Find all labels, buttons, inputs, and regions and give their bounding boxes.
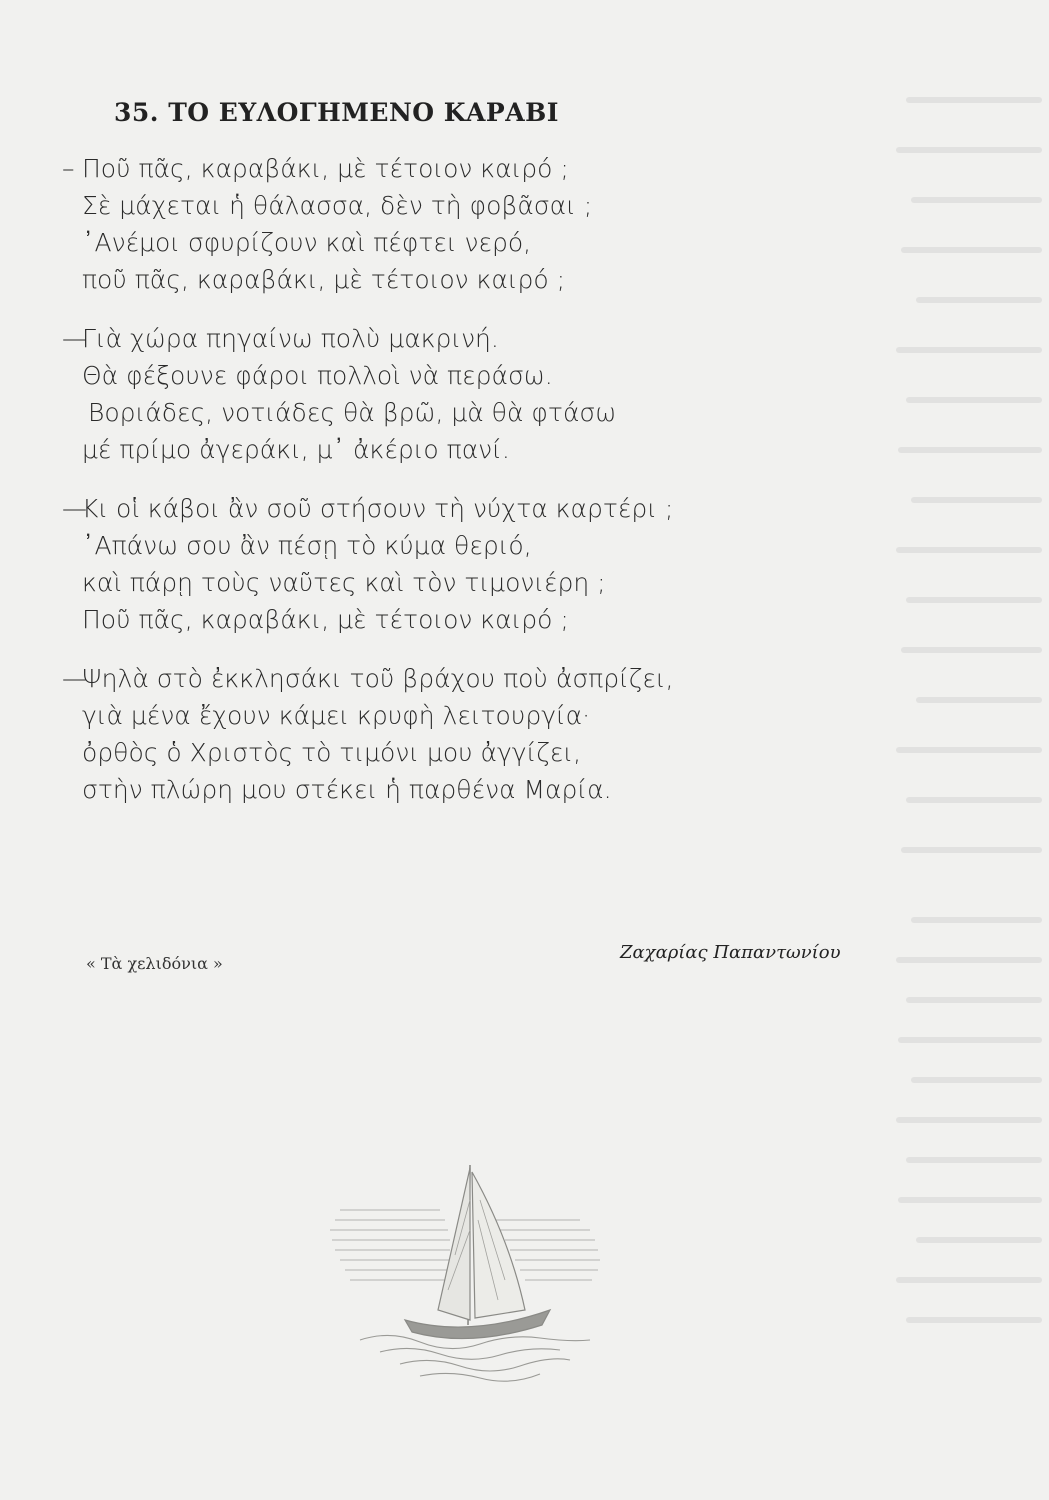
sailboat-illustration bbox=[320, 1160, 620, 1390]
line-text: Ποῦ πᾶς, καραβάκι, μὲ τέτοιον καιρό ; bbox=[82, 605, 569, 634]
poem-line bbox=[62, 734, 942, 771]
line-text: Βοριάδες, νοτιάδες θὰ βρῶ, μὰ θὰ φτάσω bbox=[88, 398, 617, 427]
stanza bbox=[62, 320, 942, 468]
poem-line bbox=[62, 527, 942, 564]
line-text: Ψηλὰ στὸ ἐκκλησάκι τοῦ βράχου ποὺ ἀσπρίζει, bbox=[82, 664, 674, 693]
line-text: ὀρθὸς ὁ Χριστὸς τὸ τιμόνι μου ἀγγίζει, bbox=[82, 738, 582, 767]
line-text: Ποῦ πᾶς, καραβάκι, μὲ τέτοιον καιρό ; bbox=[82, 154, 569, 183]
dialogue-dash: — bbox=[62, 494, 87, 523]
dialogue-dash: – bbox=[62, 154, 75, 183]
line-text: Κι οἱ κάβοι ἂν σοῦ στήσουν τὴ νύχτα καρτέρι ; bbox=[82, 494, 674, 523]
line-text: ποῦ πᾶς, καραβάκι, μὲ τέτοιον καιρό ; bbox=[82, 265, 566, 294]
source-attribution: « Τὰ χελιδόνια » bbox=[86, 954, 223, 973]
sailboat-icon bbox=[330, 1165, 600, 1381]
line-text: ᾿Ανέμοι σφυρίζουν καὶ πέφτει νερό, bbox=[82, 228, 532, 257]
poem-line bbox=[62, 150, 942, 187]
poem-line bbox=[62, 261, 942, 298]
stanza bbox=[62, 490, 942, 638]
stanza bbox=[62, 660, 942, 808]
poem-line bbox=[62, 564, 942, 601]
poem-line bbox=[62, 320, 942, 357]
poem-line bbox=[62, 357, 942, 394]
poem-line bbox=[62, 187, 942, 224]
author-name: Ζαχαρίας Παπαντωνίου bbox=[620, 942, 841, 963]
line-text: καὶ πάρῃ τοὺς ναῦτες καὶ τὸν τιμονιέρη ; bbox=[82, 568, 606, 597]
poem-line bbox=[62, 697, 942, 734]
dialogue-dash: — bbox=[62, 324, 87, 353]
poem-line bbox=[62, 660, 942, 697]
poem-line bbox=[62, 490, 942, 527]
stanza bbox=[62, 150, 942, 298]
poem-body bbox=[62, 150, 942, 830]
line-text: Γιὰ χώρα πηγαίνω πολὺ μακρινή. bbox=[82, 324, 499, 353]
line-text: στὴν πλώρη μου στέκει ἡ παρθένα Μαρία. bbox=[82, 775, 612, 804]
line-text: ᾿Απάνω σου ἂν πέσῃ τὸ κύμα θεριό, bbox=[82, 531, 532, 560]
poem-line bbox=[62, 431, 942, 468]
poem-line bbox=[62, 771, 942, 808]
line-text: Θὰ φέξουνε φάροι πολλοὶ νὰ περάσω. bbox=[82, 361, 553, 390]
line-text: μέ πρίμο ἀγεράκι, μ᾿ ἀκέριο πανί. bbox=[82, 435, 510, 464]
poem-line bbox=[62, 394, 942, 431]
bleed-through-texture bbox=[889, 80, 1049, 1380]
poem-line bbox=[62, 601, 942, 638]
poem-title: 35. ΤΟ ΕΥΛΟΓΗΜΕΝΟ ΚΑΡΑΒΙ bbox=[114, 98, 559, 127]
line-text: Σὲ μάχεται ἡ θάλασσα, δὲν τὴ φοβᾶσαι ; bbox=[82, 191, 593, 220]
dialogue-dash: — bbox=[62, 664, 87, 693]
poem-line bbox=[62, 224, 942, 261]
line-text: γιὰ μένα ἔχουν κάμει κρυφὴ λειτουργία· bbox=[82, 701, 591, 730]
